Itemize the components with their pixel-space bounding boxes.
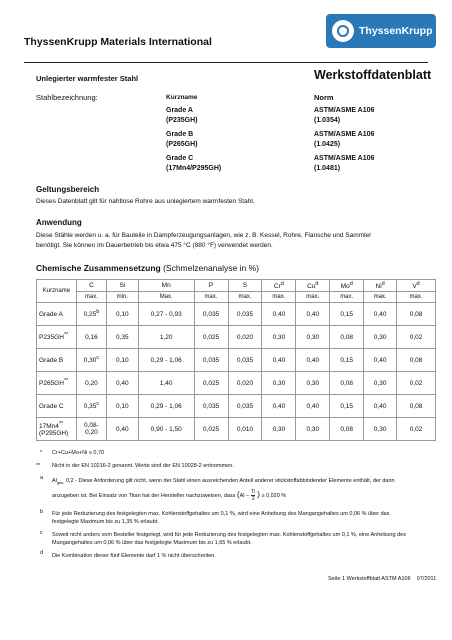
limit-label-8: max. (364, 292, 397, 303)
steel-name-footnote-mark: ** (63, 332, 69, 339)
footer-page-info: Seite 1 Werkstoffblatt ASTM A106 (328, 576, 411, 582)
element-footnote-mark: d (349, 280, 353, 287)
cell-footnote-mark: c (96, 355, 100, 362)
table-row (37, 349, 436, 372)
footnote-a-line-1-text: 0,2 - Diese Anforderung gilt nicht, wenn der Stahl einen ausreichenden Anteil anderer stickstoffabbindender Elemente enthält, der dann (65, 478, 395, 484)
grade-b-designation (166, 130, 198, 150)
steel-name-footnote-mark: ** (58, 420, 64, 427)
footnote-d-mark: d (40, 550, 44, 556)
table-cell (296, 349, 330, 372)
cell-value: 0,30 (306, 333, 320, 341)
element-header-6 (296, 280, 330, 292)
chemical-composition-suffix: (Schmelzenanalyse in %) (163, 263, 259, 273)
company-name: ThyssenKrupp Materials International (24, 36, 212, 48)
table-cell (228, 372, 262, 395)
chemical-composition-title: Chemische Zusammensetzung (36, 263, 161, 273)
grade-a-name: Grade A (166, 107, 193, 114)
table-row (37, 372, 436, 395)
cell-value: 0,30 (373, 333, 387, 341)
norm-header: Norm (314, 93, 334, 102)
table-cell (330, 303, 364, 326)
footnote-star: Cr+Cu+Mo+Ni ≤ 0,70 (52, 450, 105, 456)
grade-a-norm-standard: ASTM/ASME A106 (314, 107, 375, 114)
table-cell (228, 395, 262, 418)
table-cell (106, 395, 138, 418)
table-cell (106, 349, 138, 372)
limit-label-6: max. (296, 292, 330, 303)
formula-numerator: Ti (251, 489, 256, 496)
table-header-row (37, 280, 436, 292)
cell-value: 0,35 (83, 403, 97, 411)
cell-value: 0,08 (340, 379, 354, 387)
cell-value: 0,40 (306, 356, 320, 364)
cell-value: 0,27 - 0,93 (150, 310, 182, 318)
table-limit-row (37, 292, 436, 303)
table-cell (262, 349, 296, 372)
limit-label-0: max. (76, 292, 106, 303)
table-cell (364, 395, 397, 418)
limit-label-9: max. (397, 292, 436, 303)
row-steel-name (37, 326, 77, 349)
grade-c-norm-standard: ASTM/ASME A106 (314, 155, 375, 162)
footnote-c-line-2: Mangangehaltes um 0,06 % über das festgelegte Maximum bis zu 1,65 % erlaubt. (52, 540, 252, 546)
table-cell (330, 326, 364, 349)
grade-a-material: (P235GH) (166, 117, 198, 124)
cell-value: 0,30 (306, 425, 320, 433)
table-cell (296, 395, 330, 418)
element-header-8 (364, 280, 397, 292)
cell-value: 0,035 (202, 356, 220, 364)
cell-value: 0,29 - 1,06 (150, 402, 182, 410)
element-footnote-mark: d (416, 280, 420, 287)
table-cell (228, 303, 262, 326)
grade-a-designation (166, 106, 198, 126)
cell-value: 0,02 (409, 333, 423, 341)
grade-a-norm-number: (1.0354) (314, 117, 341, 124)
table-cell (138, 326, 194, 349)
limit-label-2: Max. (138, 292, 194, 303)
cell-value: 0,025 (202, 425, 220, 433)
table-cell (262, 418, 296, 441)
table-cell (194, 326, 228, 349)
element-footnote-mark: d (280, 280, 284, 287)
cell-footnote-mark: b (96, 309, 100, 316)
cell-value: 0,035 (236, 310, 254, 318)
footnote-a (52, 477, 395, 502)
grade-b-norm-number: (1.0425) (314, 141, 341, 148)
formula-al: Al − (239, 493, 250, 500)
row-steel-name (37, 395, 77, 418)
limit-label-5: max. (262, 292, 296, 303)
cell-value: 0,40 (116, 379, 129, 387)
table-cell (138, 418, 194, 441)
row-steel-name (37, 418, 77, 441)
table-cell (76, 349, 106, 372)
footnote-c-line-1: Soweit nicht anders vom Besteller festgelegt, wird für jede Reduzierung des festgelegten max. Kohlenstoffgehaltes um 0,1 %, eine Anhebung des (52, 532, 406, 538)
cell-value: 0,025 (202, 379, 220, 387)
element-symbol: Cu (307, 283, 316, 291)
table-cell (228, 418, 262, 441)
table-cell (76, 303, 106, 326)
table-cell (262, 395, 296, 418)
cell-value: 0,10 (116, 310, 129, 318)
table-cell (296, 303, 330, 326)
page-footer (328, 576, 436, 582)
element-symbol: P (208, 282, 214, 289)
footnote-a-line-2 (52, 489, 395, 502)
footnote-a-label-sub: ges. (56, 480, 65, 486)
table-cell (364, 418, 397, 441)
grade-b-name: Grade B (166, 131, 194, 138)
table-cell (194, 303, 228, 326)
footer-date: 07/2011 (416, 576, 437, 582)
cell-value: 0,30 (272, 425, 286, 433)
table-cell (194, 395, 228, 418)
limit-label-3: max. (194, 292, 228, 303)
steel-name: P235GH (39, 334, 64, 342)
formula-fraction (251, 489, 255, 502)
cell-value: 0,25 (83, 311, 97, 319)
element-symbol: Si (119, 282, 126, 289)
table-cell (364, 326, 397, 349)
table-cell (76, 395, 106, 418)
grade-b-norm (314, 130, 374, 150)
table-cell (296, 326, 330, 349)
element-symbol: V (412, 283, 417, 291)
footnote-b-line-1: Für jede Reduzierung des festgelegten max. Kohlenstoffgehaltes um 0,1 %, wird eine Anhebung des Mangangehaltes um 0,06 % über das (52, 511, 390, 517)
cell-value: 0,08 (340, 425, 354, 433)
element-header-3 (194, 280, 228, 292)
cell-value: 0,15 (340, 356, 354, 364)
element-header-9 (397, 280, 436, 292)
element-symbol: Cr (273, 283, 281, 291)
steel-name-footnote-mark: ** (63, 378, 69, 385)
table-cell (262, 326, 296, 349)
cell-value: 0,035 (202, 402, 220, 410)
table-cell (330, 395, 364, 418)
steel-name: Grade A (39, 310, 63, 318)
table-cell (138, 303, 194, 326)
table-cell (397, 326, 436, 349)
table-cell (76, 326, 106, 349)
formula-paren-open: ( (236, 490, 240, 500)
cell-value: 0,08 (409, 402, 423, 410)
table-cell (76, 372, 106, 395)
scope-heading: Geltungsbereich (36, 185, 100, 194)
table-cell (397, 349, 436, 372)
element-header-2 (138, 280, 194, 292)
cell-value: 0,025 (202, 333, 220, 341)
cell-value: 0,20 (85, 379, 98, 387)
limit-label-1: min. (106, 292, 138, 303)
table-cell (76, 418, 106, 441)
cell-value: 0,08 (409, 310, 423, 318)
steel-name: Grade B (39, 356, 64, 364)
cell-value: 0,08- 0,20 (84, 422, 99, 436)
row-steel-name (37, 372, 77, 395)
footnote-b-mark: b (40, 509, 44, 515)
cell-value: 0,40 (306, 310, 320, 318)
cell-footnote-mark: c (96, 401, 100, 408)
footnote-b-line-2: festgelegte Maximum bis zu 1,35 % erlaubt. (52, 519, 159, 525)
footnote-a-line-2-text: anzugeben ist. Bei Einsatz von Titan hat der Hersteller nachzuweisen, dass (52, 493, 236, 500)
cell-value: 0,020 (236, 379, 254, 387)
table-cell (397, 418, 436, 441)
cell-value: 0,90 - 1,50 (150, 425, 182, 433)
table-row (37, 418, 436, 441)
footnote-b (52, 510, 389, 526)
cell-value: 0,30 (272, 333, 286, 341)
cell-value: 1,40 (159, 379, 173, 387)
cell-value: 0,35 (116, 333, 129, 341)
element-symbol: Mn (161, 282, 171, 289)
cell-value: 0,30 (83, 357, 97, 365)
table-cell (194, 349, 228, 372)
element-header-0 (76, 280, 106, 292)
table-cell (262, 303, 296, 326)
grade-a-norm (314, 106, 374, 126)
element-footnote-mark: d (315, 280, 319, 287)
cell-value: 0,020 (236, 333, 254, 341)
footnote-star-mark: * (40, 450, 43, 456)
table-cell (330, 349, 364, 372)
footnote-double-star: Nicht in der EN 10216-2 genannt. Werte sind der EN 10028-2 entnommen. (52, 463, 234, 469)
formula-tail: ≥ 0,020 % (261, 493, 287, 500)
grade-c-name: Grade C (166, 155, 194, 162)
cell-value: 0,40 (272, 402, 286, 410)
row-steel-name (37, 303, 77, 326)
kurzname-header: Kurzname (166, 94, 198, 101)
element-header-5 (262, 280, 296, 292)
footnote-a-line-1 (52, 477, 395, 487)
scope-text: Dieses Datenblatt gilt für nahtlose Rohre aus unlegiertem warmfesten Stahl. (36, 198, 255, 205)
table-row (37, 326, 436, 349)
table-cell (106, 372, 138, 395)
table-cell (228, 326, 262, 349)
grade-c-material: (17Mn4/P295GH) (166, 165, 222, 172)
table-cell (138, 349, 194, 372)
header-divider (24, 62, 428, 63)
limit-label-4: max. (228, 292, 262, 303)
footnote-c (52, 531, 406, 547)
cell-value: 0,30 (373, 425, 387, 433)
element-header-7 (330, 280, 364, 292)
cell-value: 0,035 (236, 356, 254, 364)
cell-value: 0,15 (340, 402, 354, 410)
logo-text: ThyssenKrupp (359, 25, 433, 37)
grade-b-material: (P265GH) (166, 141, 198, 148)
grade-c-designation (166, 154, 221, 174)
table-cell (194, 418, 228, 441)
cell-value: 0,40 (373, 310, 387, 318)
chemical-composition-table (36, 279, 436, 441)
table-cell (194, 372, 228, 395)
cell-value: 0,30 (272, 379, 286, 387)
table-cell (397, 303, 436, 326)
table-cell (296, 372, 330, 395)
cell-value: 0,40 (373, 402, 387, 410)
document-title: Werkstoffdatenblatt (314, 68, 432, 82)
formula-paren-close: ) (257, 490, 260, 500)
table-cell (106, 326, 138, 349)
table-cell (296, 418, 330, 441)
footnote-c-mark: c (40, 530, 43, 536)
table-cell (138, 372, 194, 395)
table-row (37, 395, 436, 418)
application-text-line-1: Diese Stähle werden u. a. für Bauteile in Dampferzeugungsanlagen, wie z. B. Kessel, Rohre, Flansche und Sammler (36, 232, 372, 239)
table-cell (106, 303, 138, 326)
thyssenkrupp-logo (326, 14, 436, 48)
grade-c-norm-number: (1.0481) (314, 165, 341, 172)
row-steel-name (37, 349, 77, 372)
cell-value: 0,16 (85, 333, 98, 341)
table-cell (330, 418, 364, 441)
cell-value: 0,02 (409, 425, 423, 433)
footnote-a-label: Al (52, 478, 57, 484)
steel-name: P265GH (39, 380, 64, 388)
table-row (37, 303, 436, 326)
grade-b-norm-standard: ASTM/ASME A106 (314, 131, 375, 138)
table-cell (106, 418, 138, 441)
table-cell (330, 372, 364, 395)
table-cell (397, 372, 436, 395)
element-symbol: S (242, 282, 248, 289)
cell-value: 1,20 (159, 333, 173, 341)
cell-value: 0,40 (306, 402, 320, 410)
cell-value: 0,30 (306, 379, 320, 387)
steel-name-secondary: (P295GH) (39, 430, 69, 438)
application-heading: Anwendung (36, 218, 82, 227)
cell-value: 0,40 (272, 356, 286, 364)
footnote-a-mark: a (40, 475, 44, 481)
element-header-4 (228, 280, 262, 292)
cell-value: 0,02 (409, 379, 423, 387)
cell-value: 0,10 (116, 402, 129, 410)
steel-name: Grade C (39, 402, 64, 410)
cell-value: 0,035 (236, 402, 254, 410)
element-footnote-mark: d (381, 280, 385, 287)
limit-label-7: max. (330, 292, 364, 303)
table-cell (364, 303, 397, 326)
cell-value: 0,010 (236, 425, 254, 433)
formula-denominator: 2 (251, 496, 255, 503)
chemical-composition-heading (36, 263, 259, 273)
element-header-1 (106, 280, 138, 292)
cell-value: 0,40 (373, 356, 387, 364)
steel-designation-label: Stahlbezeichnung: (36, 93, 98, 102)
element-symbol: C (89, 282, 94, 289)
element-symbol: Ni (375, 283, 382, 291)
element-symbol: Mo (340, 283, 350, 291)
cell-value: 0,08 (340, 333, 354, 341)
cell-value: 0,40 (116, 425, 129, 433)
grade-c-norm (314, 154, 374, 174)
table-cell (364, 372, 397, 395)
table-cell (138, 395, 194, 418)
steel-name: 17Mn4 (39, 423, 59, 431)
footnote-d: Die Kombination dieser fünf Elemente darf 1 % nicht überschreiten. (52, 553, 216, 559)
table-cell (397, 395, 436, 418)
logo-seal-icon (332, 20, 354, 42)
document-subtitle: Unlegierter warmfester Stahl (36, 74, 139, 83)
footnote-double-star-mark: ** (36, 463, 41, 469)
table-cell (364, 349, 397, 372)
cell-value: 0,29 - 1,06 (150, 356, 182, 364)
table-cell (262, 372, 296, 395)
cell-value: 0,035 (202, 310, 220, 318)
cell-value: 0,40 (272, 310, 286, 318)
cell-value: 0,08 (409, 356, 423, 364)
table-cell (228, 349, 262, 372)
application-text (36, 231, 371, 251)
cell-value: 0,30 (373, 379, 387, 387)
cell-value: 0,15 (340, 310, 354, 318)
cell-value: 0,10 (116, 356, 129, 364)
kurzname-column-header: Kurzname (37, 280, 77, 303)
application-text-line-2: benötigt. Sie können im Dauerbetrieb bis etwa 475 °C (880 °F) verwendet werden. (36, 242, 273, 249)
